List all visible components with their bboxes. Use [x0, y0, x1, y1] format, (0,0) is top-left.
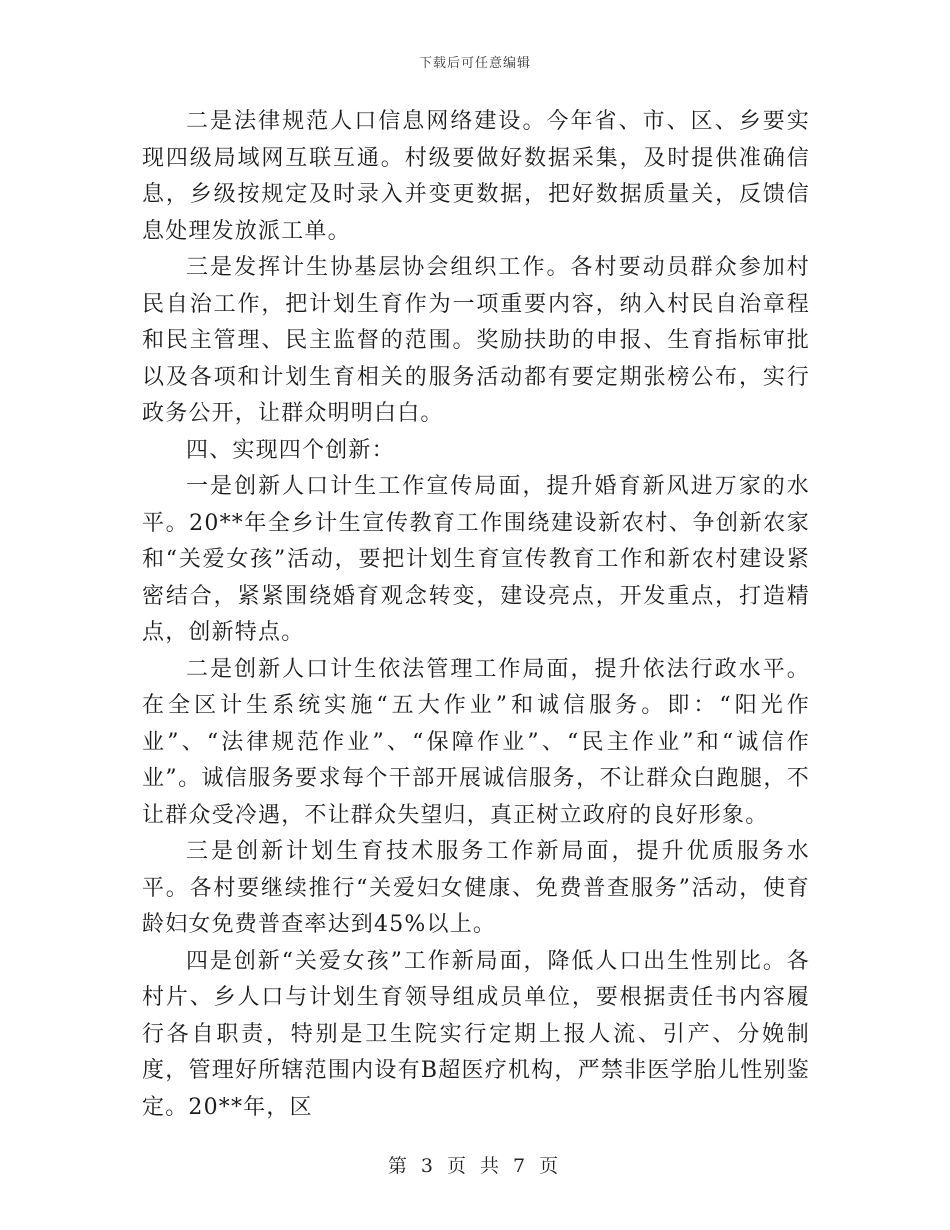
paragraph: 一是创新人口计生工作宣传局面，提升婚育新风进万家的水平。20**年全乡计生宣传教育工作围绕建设新农村、争创新农家和“关爱女孩”活动，要把计划生育宣传教育工作和新农村建设紧密结合，紧紧围绕婚育观念转变，建设亮点，开发重点，打造精点，创新特点。 [142, 474, 810, 645]
page-header: 下载后可任意编辑 [418, 56, 531, 71]
paragraph: 二是法律规范人口信息网络建设。今年省、市、区、乡要实现四级局域网互联互通。村级要做好数据采集，及时提供准确信息，乡级按规定及时录入并变更数据，把好数据质量关，反馈信息处理发放派工单。 [142, 109, 810, 244]
document-body [142, 104, 810, 1126]
paragraph: 四是创新“关爱女孩”工作新局面，降低人口出生性别比。各村片、乡人口与计划生育领导组成员单位，要根据责任书内容履行各自职责，特别是卫生院实行定期上报人流、引产、分娩制度，管理好所辖范围内设有B超医疗机构，严禁非医学胎儿性别鉴定。20**年，区 [142, 948, 810, 1120]
section-heading: 四、实现四个创新： [186, 437, 395, 463]
paragraph: 二是创新人口计生依法管理工作局面，提升依法行政水平。在全区计生系统实施“五大作业”和诚信服务。即：“阳光作业”、“法律规范作业”、“保障作业”、“民主作业”和“诚信作业”。诚信服务要求每个干部开展诚信服务，不让群众白跑腿，不让群众受冷遇，不让群众失望归，真正树立政府的良好形象。 [142, 656, 810, 828]
paragraph: 三是发挥计生协基层协会组织工作。各村要动员群众参加村民自治工作，把计划生育作为一项重要内容，纳入村民自治章程和民主管理、民主监督的范围。奖励扶助的申报、生育指标审批以及各项和计划生育相关的服务活动都有要定期张榜公布，实行政务公开，让群众明明白白。 [142, 255, 810, 426]
paragraph: 三是创新计划生育技术服务工作新局面，提升优质服务水平。各村要继续推行“关爱妇女健康、免费普查服务”活动，使育龄妇女免费普查率达到45%以上。 [142, 839, 810, 937]
page-number-footer: 第 3 页 共 7 页 [387, 1155, 563, 1177]
